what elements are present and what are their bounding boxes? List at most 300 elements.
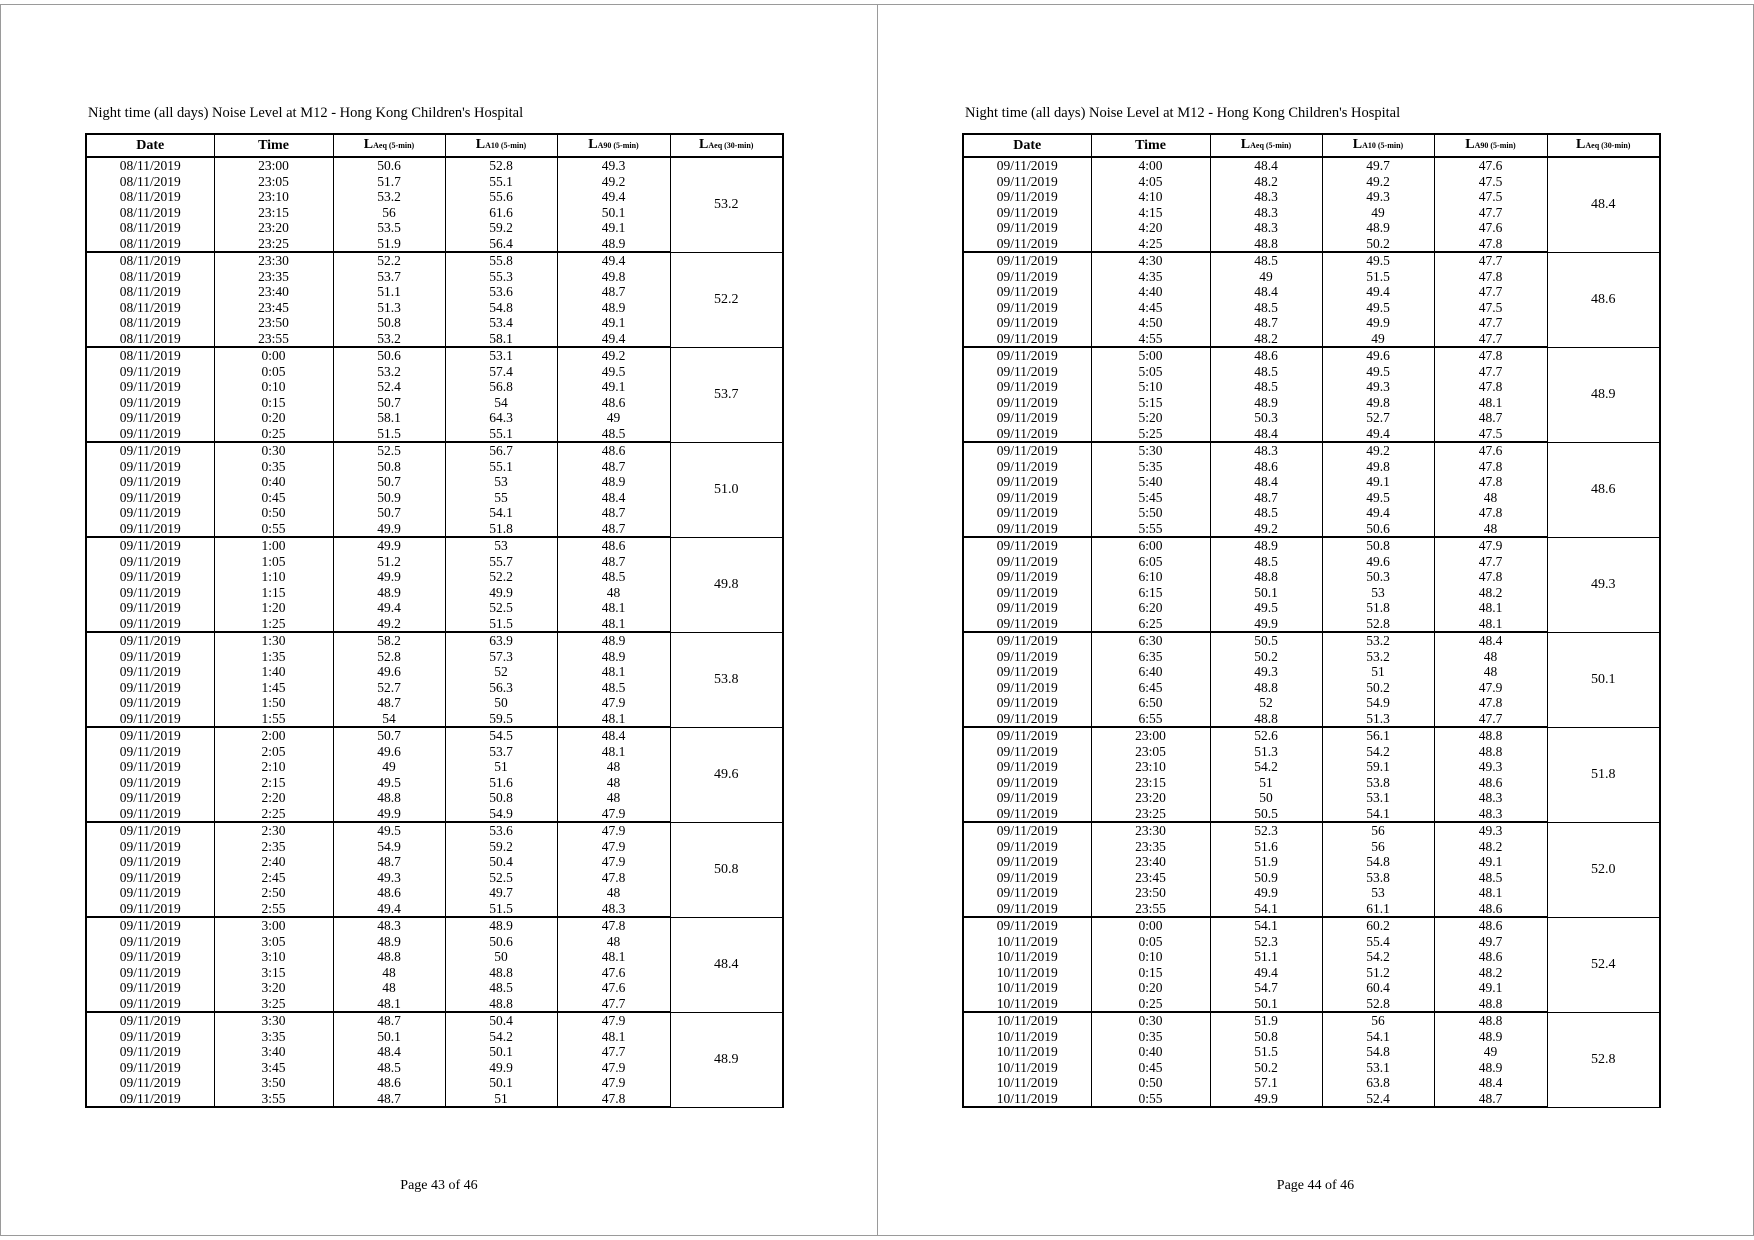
cell-la90-5min: 47.7 — [1434, 205, 1547, 221]
cell-laeq-5min: 50.5 — [1210, 806, 1322, 823]
cell-laeq-5min: 49.4 — [333, 600, 445, 616]
cell-laeq-5min: 48.9 — [333, 934, 445, 950]
cell-laeq-5min: 49 — [333, 759, 445, 775]
cell-la90-5min: 48.2 — [1434, 839, 1547, 855]
cell-la90-5min: 49.4 — [557, 331, 670, 348]
cell-laeq-5min: 54.1 — [1210, 901, 1322, 918]
cell-la10-5min: 49 — [1322, 205, 1434, 221]
cell-date: 10/11/2019 — [963, 1075, 1091, 1091]
cell-laeq-5min: 49.9 — [333, 806, 445, 823]
table-header-row — [963, 134, 1660, 157]
cell-time: 2:45 — [214, 870, 333, 886]
cell-laeq-5min: 49.4 — [1210, 965, 1322, 981]
cell-la10-5min: 53.6 — [445, 284, 557, 300]
cell-time: 23:40 — [1091, 854, 1210, 870]
cell-time: 0:25 — [214, 426, 333, 443]
cell-laeq-5min: 54.1 — [1210, 917, 1322, 934]
table-row — [86, 822, 783, 839]
cell-la90-5min: 50.1 — [557, 205, 670, 221]
page-number: Page 43 of 46 — [400, 1178, 478, 1193]
cell-la10-5min: 54.1 — [1322, 1029, 1434, 1045]
cell-la10-5min: 52.5 — [445, 600, 557, 616]
cell-laeq-5min: 48.3 — [1210, 220, 1322, 236]
cell-date: 09/11/2019 — [963, 822, 1091, 839]
cell-la90-5min: 48.6 — [557, 395, 670, 411]
cell-la10-5min: 53 — [445, 537, 557, 554]
cell-date: 09/11/2019 — [86, 649, 214, 665]
cell-laeq-5min: 51.9 — [333, 236, 445, 253]
cell-la90-5min: 48.7 — [557, 521, 670, 538]
cell-la90-5min: 47.7 — [557, 996, 670, 1013]
cell-time: 1:55 — [214, 711, 333, 728]
cell-date: 09/11/2019 — [963, 537, 1091, 554]
cell-date: 09/11/2019 — [963, 459, 1091, 475]
cell-time: 0:25 — [1091, 996, 1210, 1013]
cell-la90-5min: 47.9 — [557, 839, 670, 855]
cell-la10-5min: 53.2 — [1322, 632, 1434, 649]
cell-la90-5min: 48.9 — [557, 632, 670, 649]
cell-la90-5min: 47.7 — [1434, 554, 1547, 570]
header-la90-5min: LA90 (5-min) — [557, 134, 670, 157]
cell-laeq-5min: 48.6 — [1210, 459, 1322, 475]
cell-la10-5min: 53 — [1322, 585, 1434, 601]
cell-la90-5min: 48.1 — [557, 1029, 670, 1045]
cell-la90-5min: 48.9 — [1434, 1060, 1547, 1076]
cell-date: 09/11/2019 — [86, 554, 214, 570]
cell-laeq-5min: 48.7 — [1210, 490, 1322, 506]
cell-time: 3:50 — [214, 1075, 333, 1091]
cell-date: 08/11/2019 — [86, 331, 214, 348]
cell-la10-5min: 49.9 — [1322, 315, 1434, 331]
cell-la10-5min: 53.6 — [445, 822, 557, 839]
cell-la10-5min: 53.8 — [1322, 870, 1434, 886]
cell-la90-5min: 48.6 — [557, 442, 670, 459]
cell-laeq-30min: 53.8 — [670, 632, 783, 727]
table-row — [86, 442, 783, 459]
cell-la90-5min: 48.1 — [1434, 616, 1547, 633]
cell-laeq-30min: 48.4 — [1547, 157, 1660, 252]
cell-la10-5min: 52.5 — [445, 870, 557, 886]
cell-la10-5min: 50.3 — [1322, 569, 1434, 585]
cell-time: 6:30 — [1091, 632, 1210, 649]
cell-time: 23:10 — [1091, 759, 1210, 775]
cell-date: 09/11/2019 — [86, 870, 214, 886]
cell-la90-5min: 48.1 — [557, 711, 670, 728]
cell-la90-5min: 48.9 — [557, 649, 670, 665]
cell-laeq-30min: 51.0 — [670, 442, 783, 537]
cell-la90-5min: 47.8 — [1434, 269, 1547, 285]
cell-la10-5min: 50 — [445, 695, 557, 711]
cell-time: 3:30 — [214, 1012, 333, 1029]
cell-la90-5min: 49.3 — [1434, 822, 1547, 839]
cell-time: 23:05 — [214, 174, 333, 190]
cell-la10-5min: 49.2 — [1322, 442, 1434, 459]
cell-time: 4:40 — [1091, 284, 1210, 300]
cell-time: 6:40 — [1091, 664, 1210, 680]
cell-la10-5min: 54.1 — [445, 505, 557, 521]
cell-la90-5min: 48 — [1434, 521, 1547, 538]
cell-la90-5min: 47.7 — [557, 1044, 670, 1060]
cell-la90-5min: 49.1 — [557, 379, 670, 395]
cell-la10-5min: 56.1 — [1322, 727, 1434, 744]
cell-date: 09/11/2019 — [86, 744, 214, 760]
cell-la90-5min: 47.6 — [1434, 220, 1547, 236]
cell-date: 09/11/2019 — [963, 410, 1091, 426]
cell-time: 1:15 — [214, 585, 333, 601]
cell-date: 08/11/2019 — [86, 315, 214, 331]
cell-la90-5min: 49.1 — [1434, 980, 1547, 996]
cell-la90-5min: 48.3 — [557, 901, 670, 918]
table-row — [963, 442, 1660, 459]
cell-la90-5min: 47.9 — [1434, 537, 1547, 554]
cell-la10-5min: 54.9 — [1322, 695, 1434, 711]
cell-laeq-5min: 52.2 — [333, 252, 445, 269]
cell-la90-5min: 48.9 — [557, 236, 670, 253]
cell-laeq-5min: 48.5 — [1210, 252, 1322, 269]
cell-la10-5min: 51 — [445, 759, 557, 775]
report-page — [0, 4, 878, 1236]
header-la90-5min: LA90 (5-min) — [1434, 134, 1547, 157]
cell-time: 4:05 — [1091, 174, 1210, 190]
cell-laeq-5min: 50.9 — [333, 490, 445, 506]
cell-la10-5min: 63.8 — [1322, 1075, 1434, 1091]
cell-la90-5min: 48.1 — [1434, 395, 1547, 411]
cell-date: 09/11/2019 — [963, 474, 1091, 490]
cell-laeq-5min: 56 — [333, 205, 445, 221]
cell-time: 2:55 — [214, 901, 333, 918]
cell-date: 08/11/2019 — [86, 300, 214, 316]
cell-la10-5min: 50.6 — [445, 934, 557, 950]
table-row — [963, 632, 1660, 649]
cell-time: 6:45 — [1091, 680, 1210, 696]
cell-date: 09/11/2019 — [86, 965, 214, 981]
table-row — [963, 252, 1660, 269]
cell-time: 1:35 — [214, 649, 333, 665]
header-date: Date — [963, 134, 1091, 157]
cell-time: 5:55 — [1091, 521, 1210, 538]
cell-laeq-30min: 52.2 — [670, 252, 783, 347]
cell-time: 5:05 — [1091, 364, 1210, 380]
cell-date: 09/11/2019 — [963, 554, 1091, 570]
header-laeq-30min: LAeq (30-min) — [1547, 134, 1660, 157]
cell-date: 09/11/2019 — [963, 632, 1091, 649]
cell-date: 09/11/2019 — [86, 854, 214, 870]
cell-laeq-5min: 52.4 — [333, 379, 445, 395]
cell-la90-5min: 48 — [1434, 490, 1547, 506]
cell-time: 6:35 — [1091, 649, 1210, 665]
cell-la90-5min: 48.8 — [1434, 996, 1547, 1013]
cell-la10-5min: 49.9 — [445, 1060, 557, 1076]
cell-laeq-5min: 53.5 — [333, 220, 445, 236]
cell-la90-5min: 47.7 — [1434, 284, 1547, 300]
cell-time: 4:00 — [1091, 157, 1210, 174]
cell-la90-5min: 49.4 — [557, 252, 670, 269]
cell-laeq-5min: 51.5 — [333, 426, 445, 443]
cell-date: 09/11/2019 — [963, 600, 1091, 616]
cell-la90-5min: 49.5 — [557, 364, 670, 380]
cell-la10-5min: 54.1 — [1322, 806, 1434, 823]
cell-time: 0:50 — [1091, 1075, 1210, 1091]
cell-laeq-30min: 50.8 — [670, 822, 783, 917]
cell-time: 4:25 — [1091, 236, 1210, 253]
cell-laeq-5min: 50.1 — [1210, 585, 1322, 601]
cell-date: 09/11/2019 — [963, 284, 1091, 300]
cell-la10-5min: 49.6 — [1322, 347, 1434, 364]
table-row — [963, 822, 1660, 839]
cell-date: 08/11/2019 — [86, 252, 214, 269]
table-row — [86, 727, 783, 744]
cell-time: 0:15 — [214, 395, 333, 411]
cell-laeq-30min: 50.1 — [1547, 632, 1660, 727]
cell-time: 0:20 — [1091, 980, 1210, 996]
cell-laeq-5min: 50.8 — [333, 315, 445, 331]
cell-laeq-5min: 48.1 — [333, 996, 445, 1013]
cell-date: 09/11/2019 — [86, 490, 214, 506]
cell-laeq-5min: 48.3 — [1210, 189, 1322, 205]
cell-date: 09/11/2019 — [86, 727, 214, 744]
cell-la90-5min: 48 — [557, 759, 670, 775]
cell-la90-5min: 49.2 — [557, 174, 670, 190]
cell-la10-5min: 50.6 — [1322, 521, 1434, 538]
cell-la90-5min: 48.2 — [1434, 585, 1547, 601]
page-number: Page 44 of 46 — [1276, 1178, 1355, 1193]
cell-laeq-5min: 50.7 — [333, 727, 445, 744]
header-la10-5min: LA10 (5-min) — [1322, 134, 1434, 157]
cell-laeq-5min: 48.6 — [1210, 347, 1322, 364]
cell-date: 08/11/2019 — [86, 284, 214, 300]
cell-laeq-5min: 57.1 — [1210, 1075, 1322, 1091]
cell-date: 09/11/2019 — [963, 664, 1091, 680]
cell-time: 1:40 — [214, 664, 333, 680]
cell-date: 09/11/2019 — [963, 727, 1091, 744]
cell-laeq-5min: 54 — [333, 711, 445, 728]
cell-laeq-5min: 49 — [1210, 269, 1322, 285]
cell-date: 08/11/2019 — [86, 189, 214, 205]
cell-date: 09/11/2019 — [86, 585, 214, 601]
cell-laeq-5min: 50.7 — [333, 395, 445, 411]
cell-date: 09/11/2019 — [963, 505, 1091, 521]
page-title: Night time (all days) Noise Level at M12 - Hong Kong Children's Hospital — [965, 105, 1401, 121]
cell-laeq-5min: 48.8 — [1210, 680, 1322, 696]
cell-time: 0:10 — [214, 379, 333, 395]
cell-la10-5min: 55.7 — [445, 554, 557, 570]
cell-time: 0:30 — [214, 442, 333, 459]
cell-la90-5min: 47.9 — [557, 806, 670, 823]
cell-time: 3:55 — [214, 1091, 333, 1108]
cell-la10-5min: 55.1 — [445, 426, 557, 443]
cell-la10-5min: 49.7 — [445, 885, 557, 901]
cell-la10-5min: 49.3 — [1322, 189, 1434, 205]
cell-date: 10/11/2019 — [963, 1029, 1091, 1045]
cell-la90-5min: 48.1 — [557, 600, 670, 616]
cell-la10-5min: 60.4 — [1322, 980, 1434, 996]
cell-la10-5min: 59.5 — [445, 711, 557, 728]
cell-time: 3:25 — [214, 996, 333, 1013]
cell-la10-5min: 51.5 — [445, 901, 557, 918]
cell-la10-5min: 52.4 — [1322, 1091, 1434, 1108]
cell-la90-5min: 48.5 — [557, 569, 670, 585]
cell-la10-5min: 49.8 — [1322, 395, 1434, 411]
cell-date: 09/11/2019 — [86, 664, 214, 680]
cell-time: 23:45 — [1091, 870, 1210, 886]
cell-la90-5min: 48 — [1434, 664, 1547, 680]
cell-la90-5min: 47.7 — [1434, 364, 1547, 380]
cell-time: 23:55 — [1091, 901, 1210, 918]
cell-laeq-5min: 48 — [333, 965, 445, 981]
cell-date: 09/11/2019 — [963, 759, 1091, 775]
cell-laeq-5min: 49.3 — [1210, 664, 1322, 680]
cell-date: 10/11/2019 — [963, 1091, 1091, 1108]
cell-date: 09/11/2019 — [963, 806, 1091, 823]
cell-la10-5min: 51.2 — [1322, 965, 1434, 981]
cell-la10-5min: 51 — [1322, 664, 1434, 680]
cell-laeq-5min: 48.4 — [1210, 474, 1322, 490]
cell-date: 09/11/2019 — [963, 901, 1091, 918]
table-row — [86, 917, 783, 934]
cell-date: 09/11/2019 — [86, 680, 214, 696]
cell-date: 09/11/2019 — [86, 521, 214, 538]
cell-date: 09/11/2019 — [86, 949, 214, 965]
cell-time: 4:35 — [1091, 269, 1210, 285]
cell-time: 6:50 — [1091, 695, 1210, 711]
cell-date: 10/11/2019 — [963, 980, 1091, 996]
table-body — [86, 157, 783, 1107]
cell-la90-5min: 49 — [557, 410, 670, 426]
cell-la10-5min: 53.8 — [1322, 775, 1434, 791]
cell-la90-5min: 48.6 — [1434, 949, 1547, 965]
cell-la10-5min: 61.6 — [445, 205, 557, 221]
cell-la90-5min: 47.7 — [1434, 331, 1547, 348]
cell-la90-5min: 47.9 — [557, 854, 670, 870]
cell-la90-5min: 49.1 — [557, 315, 670, 331]
cell-date: 09/11/2019 — [963, 379, 1091, 395]
cell-date: 09/11/2019 — [86, 980, 214, 996]
cell-la10-5min: 59.1 — [1322, 759, 1434, 775]
cell-laeq-5min: 49.9 — [333, 521, 445, 538]
cell-time: 1:45 — [214, 680, 333, 696]
cell-date: 09/11/2019 — [86, 934, 214, 950]
cell-la10-5min: 49.4 — [1322, 505, 1434, 521]
cell-date: 09/11/2019 — [86, 395, 214, 411]
cell-time: 1:50 — [214, 695, 333, 711]
cell-laeq-5min: 48.4 — [1210, 157, 1322, 174]
cell-time: 4:20 — [1091, 220, 1210, 236]
cell-la10-5min: 55.4 — [1322, 934, 1434, 950]
cell-time: 23:50 — [1091, 885, 1210, 901]
cell-time: 1:00 — [214, 537, 333, 554]
cell-date: 09/11/2019 — [963, 395, 1091, 411]
cell-la90-5min: 48.4 — [1434, 632, 1547, 649]
cell-laeq-5min: 51 — [1210, 775, 1322, 791]
cell-date: 09/11/2019 — [963, 744, 1091, 760]
cell-la90-5min: 48.7 — [557, 284, 670, 300]
cell-date: 09/11/2019 — [86, 839, 214, 855]
cell-laeq-5min: 53.2 — [333, 189, 445, 205]
cell-la90-5min: 47.9 — [557, 695, 670, 711]
cell-date: 09/11/2019 — [963, 839, 1091, 855]
cell-date: 09/11/2019 — [963, 189, 1091, 205]
cell-la10-5min: 49.4 — [1322, 426, 1434, 443]
cell-date: 09/11/2019 — [86, 1075, 214, 1091]
cell-date: 09/11/2019 — [86, 537, 214, 554]
cell-la10-5min: 50.2 — [1322, 680, 1434, 696]
cell-laeq-5min: 52.3 — [1210, 822, 1322, 839]
cell-time: 23:15 — [1091, 775, 1210, 791]
cell-time: 5:35 — [1091, 459, 1210, 475]
cell-date: 08/11/2019 — [86, 205, 214, 221]
cell-la10-5min: 55.8 — [445, 252, 557, 269]
cell-date: 09/11/2019 — [963, 315, 1091, 331]
cell-la90-5min: 48.6 — [1434, 917, 1547, 934]
cell-time: 23:00 — [214, 157, 333, 174]
cell-date: 09/11/2019 — [86, 695, 214, 711]
cell-la10-5min: 50.8 — [445, 790, 557, 806]
cell-date: 09/11/2019 — [86, 569, 214, 585]
cell-laeq-30min: 53.2 — [670, 157, 783, 252]
table-row — [963, 347, 1660, 364]
cell-laeq-5min: 51.3 — [333, 300, 445, 316]
cell-time: 3:05 — [214, 934, 333, 950]
cell-laeq-30min: 52.8 — [1547, 1012, 1660, 1107]
cell-la10-5min: 61.1 — [1322, 901, 1434, 918]
cell-time: 1:25 — [214, 616, 333, 633]
cell-la90-5min: 48.6 — [1434, 775, 1547, 791]
cell-date: 09/11/2019 — [963, 711, 1091, 728]
cell-la10-5min: 57.4 — [445, 364, 557, 380]
cell-time: 23:40 — [214, 284, 333, 300]
cell-laeq-5min: 48.2 — [1210, 331, 1322, 348]
cell-laeq-5min: 49.9 — [333, 569, 445, 585]
cell-laeq-5min: 49.9 — [333, 537, 445, 554]
cell-time: 23:15 — [214, 205, 333, 221]
cell-time: 6:10 — [1091, 569, 1210, 585]
cell-date: 09/11/2019 — [86, 410, 214, 426]
cell-date: 09/11/2019 — [963, 585, 1091, 601]
cell-laeq-30min: 53.7 — [670, 347, 783, 442]
cell-la10-5min: 53 — [1322, 885, 1434, 901]
cell-time: 4:45 — [1091, 300, 1210, 316]
cell-time: 3:45 — [214, 1060, 333, 1076]
cell-la90-5min: 47.8 — [1434, 695, 1547, 711]
cell-date: 09/11/2019 — [963, 300, 1091, 316]
cell-time: 0:00 — [1091, 917, 1210, 934]
table-row — [86, 537, 783, 554]
cell-la10-5min: 54.8 — [445, 300, 557, 316]
cell-date: 10/11/2019 — [963, 934, 1091, 950]
cell-time: 0:45 — [214, 490, 333, 506]
cell-la90-5min: 48.7 — [1434, 1091, 1547, 1108]
cell-la10-5min: 51 — [445, 1091, 557, 1108]
cell-time: 0:35 — [1091, 1029, 1210, 1045]
cell-la90-5min: 48 — [557, 790, 670, 806]
cell-laeq-5min: 48.7 — [1210, 315, 1322, 331]
cell-date: 09/11/2019 — [963, 220, 1091, 236]
cell-laeq-30min: 48.9 — [1547, 347, 1660, 442]
cell-la10-5min: 49.6 — [1322, 554, 1434, 570]
cell-laeq-5min: 48.9 — [333, 585, 445, 601]
cell-laeq-5min: 53.2 — [333, 364, 445, 380]
cell-la10-5min: 49.2 — [1322, 174, 1434, 190]
cell-time: 0:10 — [1091, 949, 1210, 965]
cell-laeq-5min: 50.9 — [1210, 870, 1322, 886]
cell-laeq-5min: 50.2 — [1210, 649, 1322, 665]
cell-laeq-5min: 48.8 — [333, 790, 445, 806]
cell-date: 09/11/2019 — [86, 379, 214, 395]
cell-time: 4:15 — [1091, 205, 1210, 221]
cell-date: 08/11/2019 — [86, 174, 214, 190]
cell-laeq-5min: 49.4 — [333, 901, 445, 918]
cell-date: 09/11/2019 — [86, 917, 214, 934]
